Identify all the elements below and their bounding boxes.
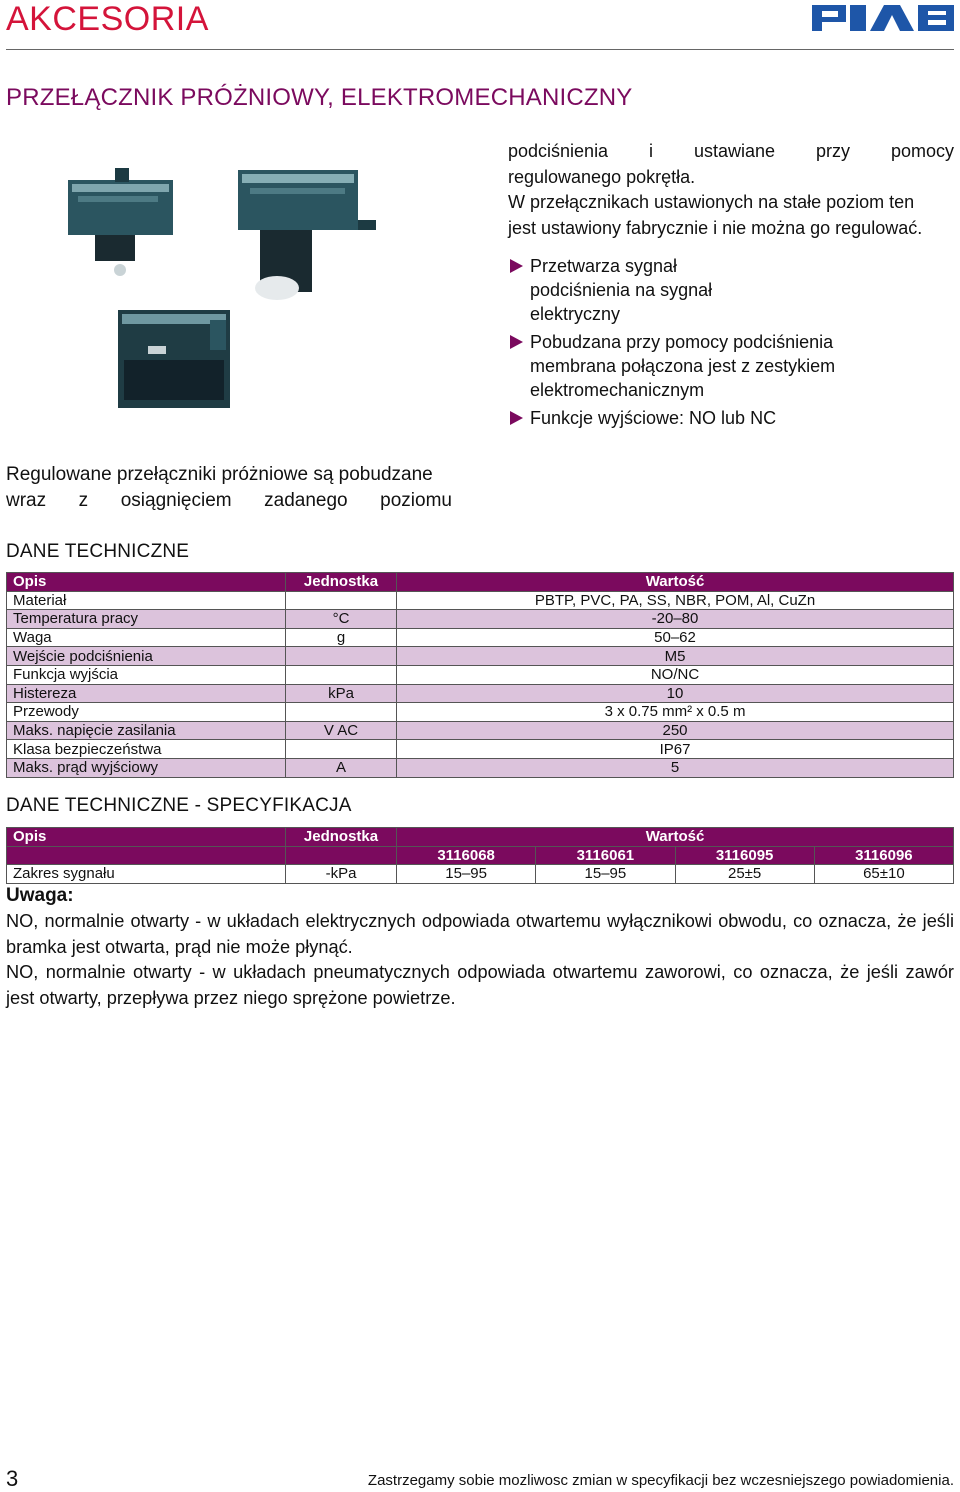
product-code: 3116096 — [814, 846, 953, 865]
intro-line-1: podciśnienia i ustawiane przy pomocy — [508, 141, 954, 161]
piab-logo — [812, 5, 954, 31]
footer-disclaimer: Zastrzegamy sobie mozliwosc zmian w specyfikacji bez wczesniejszego powiadomienia. — [367, 1472, 954, 1489]
page-number: 3 — [6, 1466, 19, 1491]
row-unit: kPa — [286, 684, 397, 703]
empty-header-cell — [7, 846, 286, 865]
row-label: Waga — [7, 628, 286, 647]
table-row — [7, 591, 954, 610]
row-unit — [286, 647, 397, 666]
intro-text — [508, 139, 954, 241]
table-row — [7, 684, 954, 703]
feature-item — [508, 330, 954, 402]
table-row — [7, 665, 954, 684]
product-code: 3116095 — [675, 846, 814, 865]
table-row — [7, 647, 954, 666]
row-value: 3 x 0.75 mm² x 0.5 m — [397, 703, 954, 722]
note-paragraph-2: NO, normalnie otwarty - w układach pneumatycznych odpowiada otwartemu zaworowi, co oznacza, że jeśli zawór jest otwarty, przepływa przez niego sprężone powietrze. — [6, 962, 954, 1008]
table-row — [7, 758, 954, 777]
feature-text: Przetwarza sygnał podciśnienia na sygnał elektryczny — [530, 256, 713, 324]
row-value: 5 — [397, 758, 954, 777]
table-header-row — [7, 573, 954, 592]
tech-data-table — [6, 572, 954, 778]
row-label: Histereza — [7, 684, 286, 703]
row-value: 25±5 — [675, 865, 814, 884]
table-code-row — [7, 846, 954, 865]
row-label: Maks. prąd wyjściowy — [7, 758, 286, 777]
row-value: NO/NC — [397, 665, 954, 684]
note-heading: Uwaga: — [6, 885, 74, 906]
product-code: 3116068 — [397, 846, 536, 865]
row-value: 50–62 — [397, 628, 954, 647]
intro-line-2: regulowanego pokrętła. — [508, 166, 696, 187]
row-value: M5 — [397, 647, 954, 666]
row-value: -20–80 — [397, 610, 954, 629]
row-value: 250 — [397, 721, 954, 740]
row-label: Przewody — [7, 703, 286, 722]
intro-line-4: jest ustawiony fabrycznie i nie można go regulować. — [508, 217, 923, 238]
row-unit: -kPa — [286, 865, 397, 884]
table-row — [7, 628, 954, 647]
row-label: Funkcja wyjścia — [7, 665, 286, 684]
tech-data-heading: DANE TECHNICZNE — [6, 541, 190, 562]
row-unit: V AC — [286, 721, 397, 740]
description-line-2: wraz z osiągnięciem zadanego poziomu — [6, 490, 452, 511]
row-unit — [286, 665, 397, 684]
table-row — [7, 703, 954, 722]
table-header-row — [7, 828, 954, 847]
feature-item — [508, 254, 954, 326]
table-row — [7, 721, 954, 740]
row-label: Maks. napięcie zasilania — [7, 721, 286, 740]
row-unit: g — [286, 628, 397, 647]
row-value: 15–95 — [397, 865, 536, 884]
row-label: Wejście podciśnienia — [7, 647, 286, 666]
switch-3-image — [118, 310, 230, 408]
note-paragraph-1: NO, normalnie otwarty - w układach elektrycznych odpowiada otwartemu wyłącznikowi obwodu, co oznacza, że jeśli bramka jest otwarta, prąd nie może płynąć. — [6, 911, 954, 957]
col-header-description: Opis — [7, 828, 286, 847]
row-value: 65±10 — [814, 865, 953, 884]
row-unit: °C — [286, 610, 397, 629]
product-code: 3116061 — [536, 846, 675, 865]
row-value: 15–95 — [536, 865, 675, 884]
product-photo-vacuum-switches — [60, 150, 400, 415]
col-header-description: Opis — [7, 573, 286, 592]
table-row — [7, 740, 954, 759]
col-header-value: Wartość — [397, 573, 954, 592]
row-label: Materiał — [7, 591, 286, 610]
triangle-bullet-icon — [510, 259, 523, 273]
triangle-bullet-icon — [510, 335, 523, 349]
table-row — [7, 610, 954, 629]
row-label: Zakres sygnału — [7, 865, 286, 884]
feature-text: Funkcje wyjściowe: NO lub NC — [530, 408, 777, 428]
table-row — [7, 865, 954, 884]
feature-list — [508, 254, 954, 434]
row-unit: A — [286, 758, 397, 777]
feature-item — [508, 406, 954, 430]
row-label: Temperatura pracy — [7, 610, 286, 629]
spec-heading: DANE TECHNICZNE - SPECYFIKACJA — [6, 795, 352, 816]
intro-line-3: W przełącznikach ustawionych na stałe poziom ten — [508, 192, 915, 212]
header-rule — [6, 49, 954, 50]
row-unit — [286, 703, 397, 722]
spec-table — [6, 827, 954, 884]
row-label: Klasa bezpieczeństwa — [7, 740, 286, 759]
section-title: PRZEŁĄCZNIK PRÓŻNIOWY, ELEKTROMECHANICZNY — [6, 84, 633, 111]
row-value: PBTP, PVC, PA, SS, NBR, POM, Al, CuZn — [397, 591, 954, 610]
description-line-1: Regulowane przełączniki próżniowe są pobudzane — [6, 464, 433, 485]
col-header-unit: Jednostka — [286, 828, 397, 847]
row-value: 10 — [397, 684, 954, 703]
empty-header-cell — [286, 846, 397, 865]
col-header-value: Wartość — [397, 828, 954, 847]
row-value: IP67 — [397, 740, 954, 759]
triangle-bullet-icon — [510, 411, 523, 425]
note-body — [6, 909, 954, 1011]
feature-text: Pobudzana przy pomocy podciśnienia membrana połączona jest z zestykiem elektromechanicznym — [530, 332, 836, 400]
description-paragraph — [6, 462, 452, 514]
page-header-title: AKCESORIA — [6, 0, 209, 38]
col-header-unit: Jednostka — [286, 573, 397, 592]
row-unit — [286, 591, 397, 610]
row-unit — [286, 740, 397, 759]
